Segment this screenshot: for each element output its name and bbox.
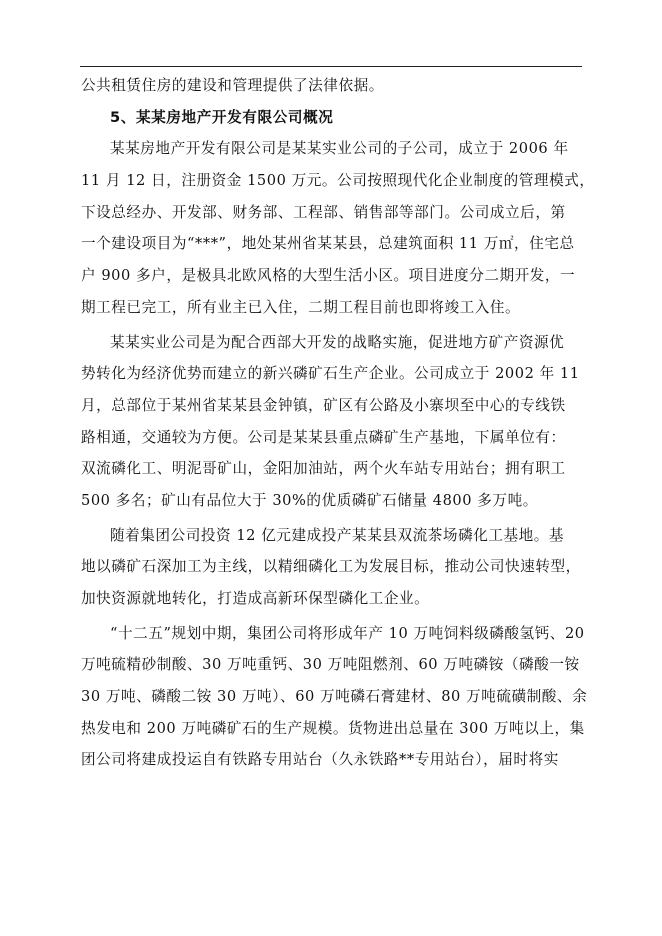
paragraph-five-year-plan <box>81 618 588 776</box>
text-line: 一个建设项目为“***”，地处某州省某某县，总建筑面积 11 万㎡，住宅总 <box>81 235 575 253</box>
text-line: 户 900 多户，是极具北欧风格的大型生活小区。项目进度分二期开发，一 <box>81 267 576 285</box>
text-line: “十二五”规划中期，集团公司将形成年产 10 万吨饲料级磷酸氢钙、20 <box>110 624 585 642</box>
text-line: 双流磷化工、明泥哥矿山，金阳加油站，两个火车站专用站台；拥有职工 <box>81 460 566 478</box>
text-line: 万吨硫精砂制酸、30 万吨重钙、30 万吨阻燃剂、60 万吨磷铵（磷酸一铵 <box>81 656 580 674</box>
section-heading-text: 5、某某房地产开发有限公司概况 <box>110 108 334 126</box>
text-line: 期工程已完工，所有业主已入住，二期工程目前也即将竣工入住。 <box>81 298 521 316</box>
text-line: 加快资源就地转化，打造成高新环保型磷化工企业。 <box>81 590 430 607</box>
text-line: 某某实业公司是为配合西部大开发的战略实施，促进地方矿产资源优 <box>110 333 565 351</box>
paragraph-investment <box>81 520 581 615</box>
header-rule <box>80 66 582 67</box>
paragraph-company-overview <box>81 133 595 323</box>
text-line: 公共租赁住房的建设和管理提供了法律依据。 <box>81 77 384 94</box>
text-line: 势转化为经济优势而建立的新兴磷矿石生产企业。公司成立于 2002 年 11 <box>81 365 580 383</box>
text-line: 30 万吨、磷酸二铵 30 万吨）、60 万吨磷石膏建材、80 万吨硫磺制酸、余 <box>81 688 588 706</box>
section-heading <box>81 102 581 134</box>
text-line: 地以磷矿石深加工为主线，以精细磷化工为发展目标，推动公司快速转型， <box>81 558 581 576</box>
text-line: 下设总经办、开发部、财务部、工程部、销售部等部门。公司成立后，第 <box>81 203 566 221</box>
paragraph-parent-company <box>81 327 581 517</box>
text-line: 热发电和 200 万吨磷矿石的生产规模。货物进出总量在 300 万吨以上，集 <box>81 719 585 737</box>
text-line: 随着集团公司投资 12 亿元建成投产某某县双流茶场磷化工基地。基 <box>110 526 565 544</box>
text-line: 11 月 12 日，注册资金 1500 万元。公司按照现代化企业制度的管理模式， <box>81 172 595 190</box>
text-line: 路相通，交通较为方便。公司是某某县重点磷矿生产基地，下属单位有： <box>81 428 566 446</box>
paragraph-intro-continued <box>81 70 581 102</box>
text-line: 月，总部位于某州省某某县金钟镇，矿区有公路及小寨坝至中心的专线铁 <box>81 396 566 414</box>
text-line: 某某房地产开发有限公司是某某实业公司的子公司，成立于 2006 年 <box>110 140 569 158</box>
document-body <box>81 70 595 776</box>
text-line: 500 多名；矿山有品位大于 30%的优质磷矿石储量 4800 多万吨。 <box>81 491 538 509</box>
text-line: 团公司将建成投运自有铁路专用站台（久永铁路**专用站台），届时将实 <box>81 751 559 769</box>
